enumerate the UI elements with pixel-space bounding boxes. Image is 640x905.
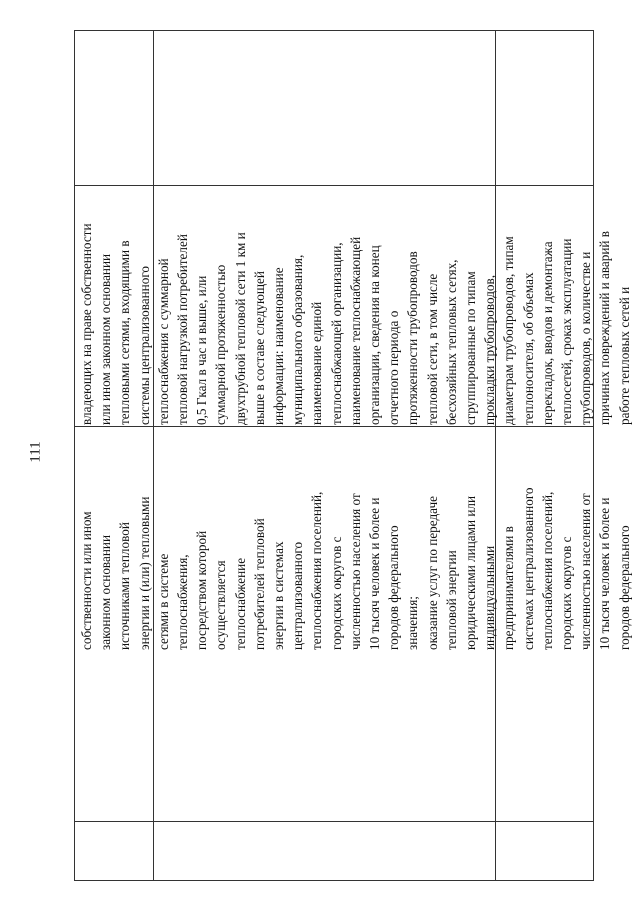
text-line: оказание услуг по передаче — [424, 496, 440, 650]
text-line: работе тепловых сетей и — [616, 286, 632, 425]
table-frame — [74, 30, 632, 881]
text-line: тепловой нагрузкой потребителей — [175, 234, 191, 425]
text-line: суммарной протяженностью — [213, 264, 229, 425]
cell-text-right — [77, 223, 634, 425]
text-line: системы централизованного — [136, 266, 152, 425]
text-line: причинах повреждений и аварий в — [597, 230, 613, 425]
text-line: сетями в системе — [155, 553, 171, 650]
text-line: теплосетей, сроках эксплуатации — [559, 238, 575, 425]
text-line: трубопроводов, о количестве и — [578, 251, 594, 425]
text-line: прокладки трубопроводов, — [482, 274, 498, 425]
text-line: информации: наименование — [271, 267, 287, 425]
text-line: сгруппированные по типам — [463, 271, 479, 425]
text-line: централизованного — [290, 541, 306, 650]
text-line: юридическими лицами или — [463, 495, 479, 650]
text-line: владеющих на праве собственности — [79, 223, 94, 425]
text-line: двухтрубной тепловой сети 1 км и — [232, 232, 248, 425]
text-line: теплоснабжения поселений, — [539, 491, 555, 650]
text-line: потребителей тепловой — [251, 518, 267, 650]
text-line: организации, сведения на конец — [367, 245, 383, 425]
text-line: 0,5 Гкал в час и выше, или — [194, 275, 210, 425]
text-line: тепловыми сетями, входящими в — [117, 240, 133, 425]
text-line: значения; — [405, 596, 421, 650]
text-line: бесхозяйных тепловых сетях, — [443, 259, 459, 425]
text-line: посредством которой — [194, 530, 210, 650]
text-line: индивидуальными — [482, 545, 498, 650]
text-line: городских округов с — [559, 536, 575, 650]
table-rule — [495, 31, 496, 880]
cell-text-left — [77, 488, 634, 651]
text-line: системах централизованного — [520, 487, 536, 650]
text-line: диаметрам трубопроводов, типам — [501, 236, 517, 425]
text-line: перекладок, вводов и демонтажа — [539, 241, 555, 425]
text-line: 10 тысяч человек и более и — [597, 497, 613, 650]
text-line: протяженности трубопроводов — [405, 251, 421, 425]
text-line: городских округов с — [328, 536, 344, 650]
table-rule — [75, 185, 593, 186]
text-line: тепловой энергии — [443, 550, 459, 650]
text-line: муниципального образования, — [290, 254, 306, 425]
text-line: теплоснабжение — [232, 557, 248, 650]
text-line: осуществляется — [213, 560, 229, 650]
text-line: теплоносителя, об объемах — [520, 272, 536, 425]
text-line: городов федерального — [386, 525, 402, 650]
text-line: собственности или ином — [79, 511, 94, 650]
text-line: теплоснабжения, — [175, 554, 191, 650]
text-line: энергии в системах — [271, 541, 287, 650]
text-line: городов федерального — [616, 525, 632, 650]
page-number: 111 — [27, 441, 44, 463]
text-line: источниками тепловой — [117, 522, 133, 650]
text-line: 10 тысяч человек и более и — [367, 497, 383, 650]
text-line: выше в составе следующей — [251, 271, 267, 425]
text-line: численностью населения от — [347, 493, 363, 650]
text-line: наименование теплоснабжающей — [347, 236, 363, 425]
text-line: тепловой сети, в том числе — [424, 273, 440, 425]
text-line: законном основании — [98, 535, 114, 650]
table-rule — [153, 31, 154, 880]
text-line: теплоснабжающей организации, — [328, 242, 344, 425]
text-line: численностью населения от — [578, 493, 594, 650]
text-line: теплоснабжения поселений, — [309, 491, 325, 650]
text-line: энергии и (или) тепловыми — [136, 496, 152, 650]
text-line: отчетного периода о — [386, 310, 402, 425]
table-rule — [75, 426, 593, 427]
text-line: или ином законном основании — [98, 253, 114, 425]
table-rule — [75, 821, 593, 822]
text-line: предпринимателями в — [501, 526, 517, 650]
text-line: наименование единой — [309, 301, 325, 425]
text-line: теплоснабжения с суммарной — [155, 258, 171, 425]
